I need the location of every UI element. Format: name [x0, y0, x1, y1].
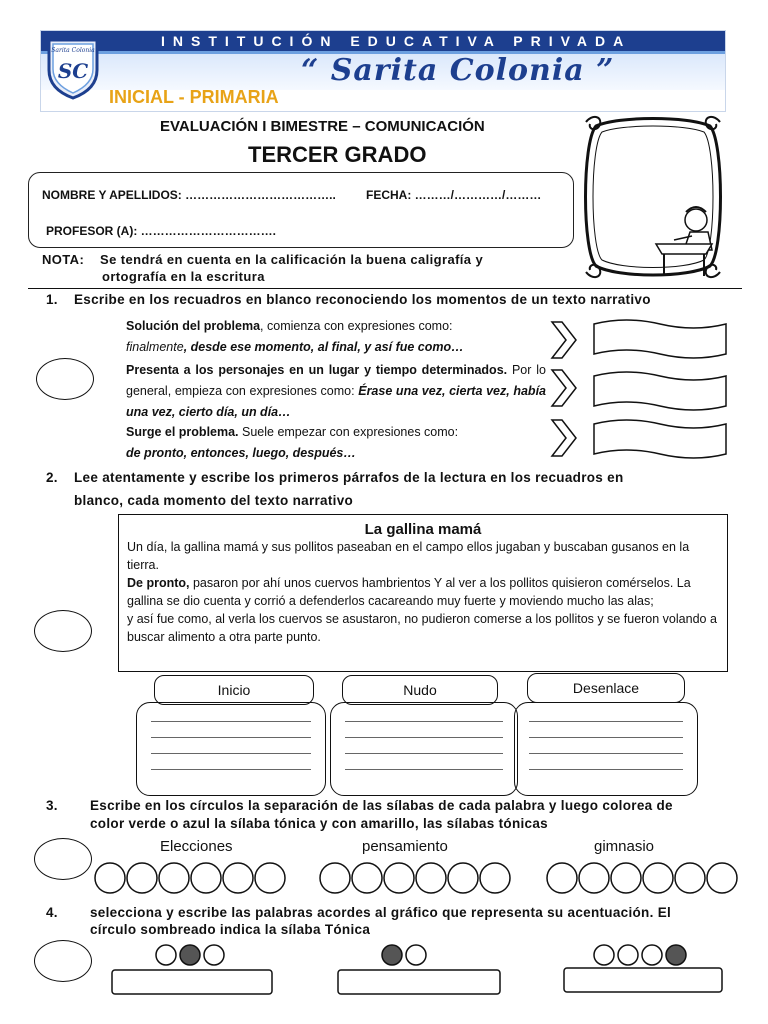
- word-pensamiento: pensamiento: [362, 838, 448, 855]
- syllable-circle: [480, 863, 510, 893]
- syllable-circle: [95, 863, 125, 893]
- word-gimnasio: gimnasio: [594, 838, 655, 855]
- q2-number: 2.: [46, 470, 58, 485]
- q1-item2-italic: Érase una vez, cierta vez, había una vez, cierto día, un día…: [126, 384, 546, 419]
- q1-answer-box-1: [594, 320, 726, 358]
- story-text: [119, 538, 727, 646]
- institution-label: INSTITUCIÓN EDUCATIVA PRIVADA: [161, 33, 632, 49]
- q1-item1-italic2: , desde ese momento, al final, y así fue como…: [183, 340, 464, 354]
- q1-item1-rest: , comienza con expresiones como:: [260, 319, 453, 333]
- syllable-dot: [156, 945, 176, 965]
- story-paragraph-1: Un día, la gallina mamá y sus pollitos paseaban en el campo ellos jugaban y buscaban gusanos en la tierra.: [127, 540, 690, 572]
- q1-item-resolution: [126, 316, 546, 358]
- chevron-right-icon: [552, 370, 576, 406]
- story-title: La gallina mamá: [364, 521, 482, 538]
- syllable-circle: [191, 863, 221, 893]
- q1-answer-box-3: [594, 420, 726, 458]
- syllable-circle: [320, 863, 350, 893]
- q1-item2-rest: Por lo general, empieza con expresiones como:: [126, 363, 546, 398]
- syllable-circle: [416, 863, 446, 893]
- q4-answer-box-1: [112, 970, 272, 994]
- q1-item-introduction: [126, 360, 546, 423]
- teacher-field[interactable]: PROFESOR (A): …………………………….: [46, 224, 276, 238]
- chevron-right-icon: [552, 420, 576, 456]
- q2-line2: blanco, cada momento del texto narrativo: [74, 493, 354, 508]
- q1-item1-italic1: finalmente: [126, 340, 184, 354]
- q1-item-problem: [126, 422, 546, 464]
- q1-item1-bold: Solución del problema: [126, 319, 261, 333]
- answer-box-inicio[interactable]: [136, 702, 326, 796]
- answer-box-desenlace[interactable]: [514, 702, 698, 796]
- syllable-circle: [255, 863, 285, 893]
- q1-score-circle[interactable]: [36, 358, 94, 400]
- q1-number: 1.: [46, 292, 58, 307]
- decorative-frame-illustration: [578, 112, 728, 282]
- syllable-circle: [352, 863, 382, 893]
- syllable-dot: [204, 945, 224, 965]
- section-divider: [28, 288, 742, 289]
- q1-text: Escribe en los recuadros en blanco reconociendo los momentos de un texto narrativo: [74, 292, 651, 307]
- q3-line1: Escribe en los círculos la separación de las sílabas de cada palabra y luego colorea de: [90, 798, 673, 813]
- q1-answer-box-2: [594, 372, 726, 410]
- q4-answer-box-3: [564, 968, 722, 992]
- q3-line2: color verde o azul la sílaba tónica y con amarillo, las sílabas tónicas: [90, 816, 548, 831]
- syllable-circle: [223, 863, 253, 893]
- note-line1: Se tendrá en cuenta en la calificación la buena caligrafía y: [100, 252, 484, 267]
- q2-line1: Lee atentamente y escribe los primeros párrafos de la lectura en los recuadros en: [74, 470, 624, 485]
- q4-line2: círculo sombreado indica la sílaba Tónica: [90, 922, 371, 937]
- q3-number: 3.: [46, 798, 58, 813]
- chevron-right-icon: [552, 322, 576, 358]
- name-field[interactable]: NOMBRE Y APELLIDOS: ………………………………..: [42, 188, 336, 202]
- note-label: NOTA:: [42, 252, 85, 267]
- syllable-dot: [618, 945, 638, 965]
- exam-title: EVALUACIÓN I BIMESTRE – COMUNICACIÓN: [160, 118, 485, 135]
- label-desenlace: Desenlace: [527, 673, 685, 703]
- chevron-icons: [548, 318, 584, 468]
- syllable-circle: [384, 863, 414, 893]
- school-banner: [40, 30, 726, 112]
- q4-line1: selecciona y escribe las palabras acordes al gráfico que representa su acentuación. El: [90, 905, 672, 920]
- tonic-syllable-dot: [180, 945, 200, 965]
- note-line2: ortografía en la escritura: [102, 269, 265, 284]
- label-nudo: Nudo: [342, 675, 498, 705]
- syllable-circle: [643, 863, 673, 893]
- logo-initials: SC: [57, 59, 89, 83]
- syllable-dot: [594, 945, 614, 965]
- tonic-syllable-dot: [382, 945, 402, 965]
- story-box: [118, 514, 728, 672]
- q1-item3-rest: Suele empezar con expresiones como:: [238, 425, 459, 439]
- label-inicio: Inicio: [154, 675, 314, 705]
- syllable-circle: [159, 863, 189, 893]
- q1-item3-italic: de pronto, entonces, luego, después…: [126, 446, 356, 460]
- q1-item3-bold: Surge el problema.: [126, 425, 239, 439]
- date-field[interactable]: FECHA: ………/…………/………: [366, 188, 542, 202]
- story-paragraph-2: pasaron por ahí unos cuervos hambrientos Y al ver a los pollitos quisieron comérselos. La gallina se dio cuenta y corrió a defenderlos cacareando muy fuerte y moviendo mucho las alas;: [127, 576, 691, 608]
- levels-label: INICIAL - PRIMARIA: [109, 87, 279, 107]
- syllable-dot: [642, 945, 662, 965]
- q2-score-circle[interactable]: [34, 610, 92, 652]
- syllable-dot: [406, 945, 426, 965]
- syllable-circle: [448, 863, 478, 893]
- q4-answer-box-2: [338, 970, 500, 994]
- syllable-circles: [92, 858, 752, 898]
- word-elecciones: Elecciones: [160, 838, 233, 855]
- syllable-circle: [611, 863, 641, 893]
- story-paragraph-2-bold: De pronto,: [127, 576, 190, 590]
- q3-score-circle[interactable]: [34, 838, 92, 880]
- tonic-syllable-dot: [666, 945, 686, 965]
- syllable-circle: [675, 863, 705, 893]
- school-logo: [46, 36, 100, 100]
- syllable-circle: [127, 863, 157, 893]
- accent-diagrams: [100, 940, 740, 1000]
- grade-title: TERCER GRADO: [248, 142, 427, 167]
- q1-answer-boxes: [590, 318, 730, 468]
- logo-text: Sarita Colonia: [51, 47, 95, 54]
- q4-score-circle[interactable]: [34, 940, 92, 982]
- q4-number: 4.: [46, 905, 58, 920]
- story-paragraph-3: y así fue como, al verla los cuervos se asustaron, no pudieron comerse a los pollitos y se fueron volando a buscar alimento a otra parte punto.: [127, 612, 717, 644]
- answer-box-nudo[interactable]: [330, 702, 518, 796]
- syllable-circle: [547, 863, 577, 893]
- syllable-circle: [579, 863, 609, 893]
- q1-item2-bold: Presenta a los personajes en un lugar y tiempo determinados.: [126, 363, 508, 377]
- school-name: “ Sarita Colonia ”: [301, 53, 615, 88]
- syllable-circle: [707, 863, 737, 893]
